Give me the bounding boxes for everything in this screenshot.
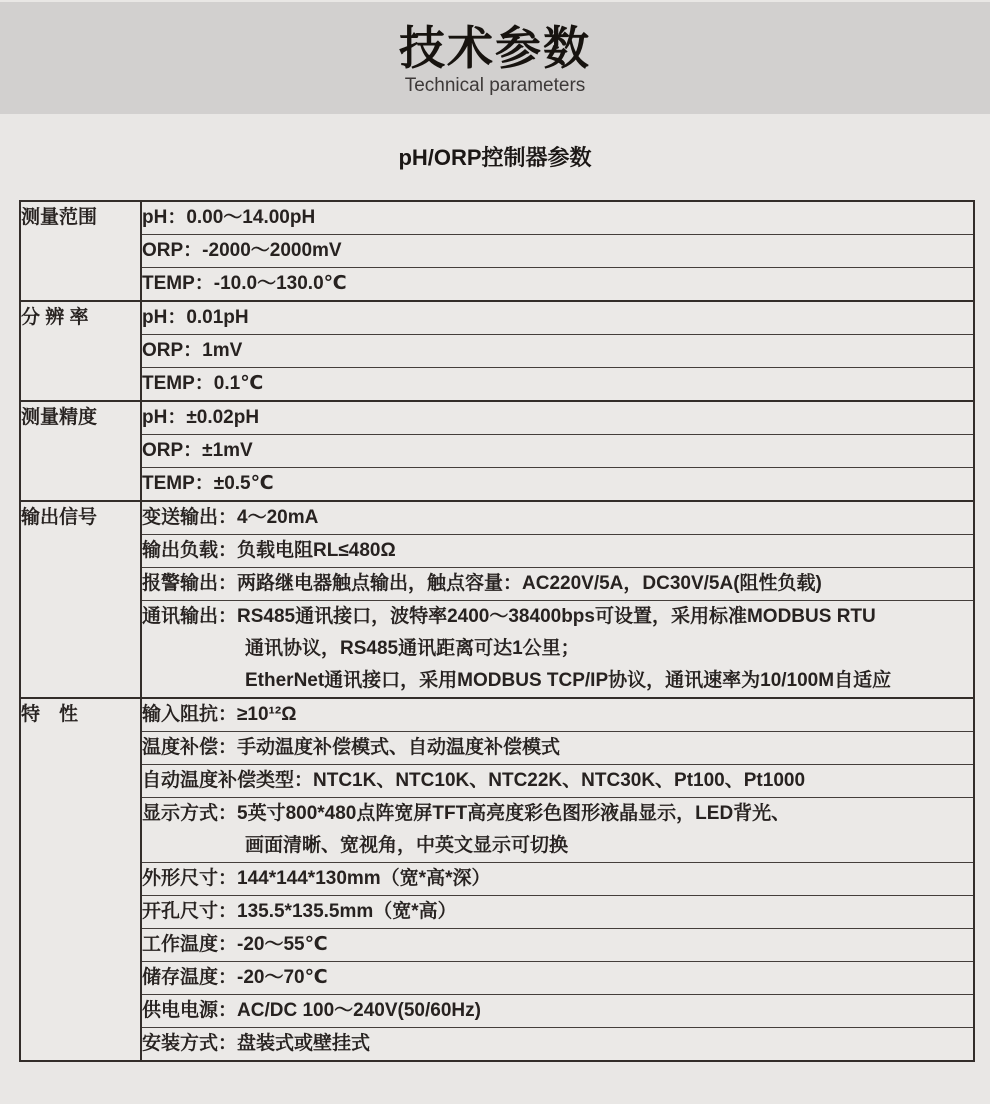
spec-row: [20, 929, 974, 962]
section-title: pH/ORP控制器参数: [398, 145, 592, 170]
spec-value-transmit-output: 变送输出：4～20mA: [141, 501, 974, 535]
header-banner: [0, 2, 990, 114]
spec-category-output-signal: 输出信号: [20, 501, 141, 698]
spec-value-temp-range: TEMP：-10.0～130.0℃: [141, 268, 974, 302]
spec-row: [20, 962, 974, 995]
spec-value-orp-accuracy: ORP：±1mV: [141, 435, 974, 468]
spec-value-power-supply: 供电电源：AC/DC 100～240V(50/60Hz): [141, 995, 974, 1028]
spec-category-features: 特 性: [20, 698, 141, 1061]
page-subtitle-en: Technical parameters: [404, 74, 586, 96]
spec-row: [20, 201, 974, 235]
spec-row: [20, 401, 974, 435]
spec-value-output-load: 输出负载：负载电阻RL≤480Ω: [141, 535, 974, 568]
spec-line: 画面清晰、宽视角，中英文显示可切换: [245, 835, 569, 856]
spec-value-temp-resolution: TEMP：0.1℃: [141, 368, 974, 402]
spec-row: [20, 698, 974, 732]
spec-line: 通讯输出：RS485通讯接口，波特率2400～38400bps可设置，采用标准MODBUS RTU: [142, 606, 876, 627]
spec-row: [20, 1028, 974, 1062]
spec-category-measure-range: 测量范围: [20, 201, 141, 301]
spec-row: [20, 268, 974, 302]
spec-value-working-temp: 工作温度：-20～55℃: [141, 929, 974, 962]
spec-table: [19, 200, 975, 1062]
spec-row: [20, 435, 974, 468]
spec-row: [20, 368, 974, 402]
spec-category-accuracy: 测量精度: [20, 401, 141, 501]
spec-line: EtherNet通讯接口，采用MODBUS TCP/IP协议，通讯速率为10/100M自适应: [245, 670, 892, 691]
spec-value-alarm-output: 报警输出：两路继电器触点输出，触点容量：AC220V/5A，DC30V/5A(阻性负载): [141, 568, 974, 601]
spec-row: [20, 896, 974, 929]
spec-value-display-mode: [141, 798, 974, 863]
spec-row: [20, 301, 974, 335]
spec-value-ph-accuracy: pH：±0.02pH: [141, 401, 974, 435]
spec-value-auto-comp-types: 自动温度补偿类型：NTC1K、NTC10K、NTC22K、NTC30K、Pt100、Pt1000: [141, 765, 974, 798]
page-title: 技术参数: [399, 21, 591, 74]
spec-row: [20, 568, 974, 601]
spec-row: [20, 468, 974, 502]
spec-category-resolution: 分 辨 率: [20, 301, 141, 401]
spec-value-temp-accuracy: TEMP：±0.5℃: [141, 468, 974, 502]
spec-sheet-page: [0, 2, 990, 1062]
spec-row: [20, 863, 974, 896]
spec-value-temp-compensation: 温度补偿：手动温度补偿模式、自动温度补偿模式: [141, 732, 974, 765]
spec-value-orp-range: ORP：-2000～2000mV: [141, 235, 974, 268]
spec-row: [20, 235, 974, 268]
spec-value-storage-temp: 储存温度：-20～70℃: [141, 962, 974, 995]
spec-value-ph-range: pH：0.00～14.00pH: [142, 207, 316, 228]
spec-row: [20, 601, 974, 699]
spec-value-comm-output: [141, 601, 974, 699]
spec-value-input-impedance: 输入阻抗：≥10¹²Ω: [141, 698, 974, 732]
spec-value-outer-dimensions: 外形尺寸：144*144*130mm（宽*高*深）: [141, 863, 974, 896]
spec-row: [20, 535, 974, 568]
spec-row: [20, 335, 974, 368]
spec-line: 通讯协议，RS485通讯距离可达1公里；: [245, 638, 580, 659]
spec-value-orp-resolution: ORP：1mV: [141, 335, 974, 368]
spec-value-mounting: 安装方式：盘装式或壁挂式: [141, 1028, 974, 1062]
spec-value-cutout-dimensions: 开孔尺寸：135.5*135.5mm（宽*高）: [141, 896, 974, 929]
spec-row: [20, 995, 974, 1028]
spec-row: [20, 765, 974, 798]
spec-row: [20, 732, 974, 765]
spec-row: [20, 501, 974, 535]
spec-value-ph-resolution: pH：0.01pH: [141, 301, 974, 335]
spec-line: 显示方式：5英寸800*480点阵宽屏TFT高亮度彩色图形液晶显示，LED背光、: [142, 803, 791, 824]
spec-row: [20, 798, 974, 863]
